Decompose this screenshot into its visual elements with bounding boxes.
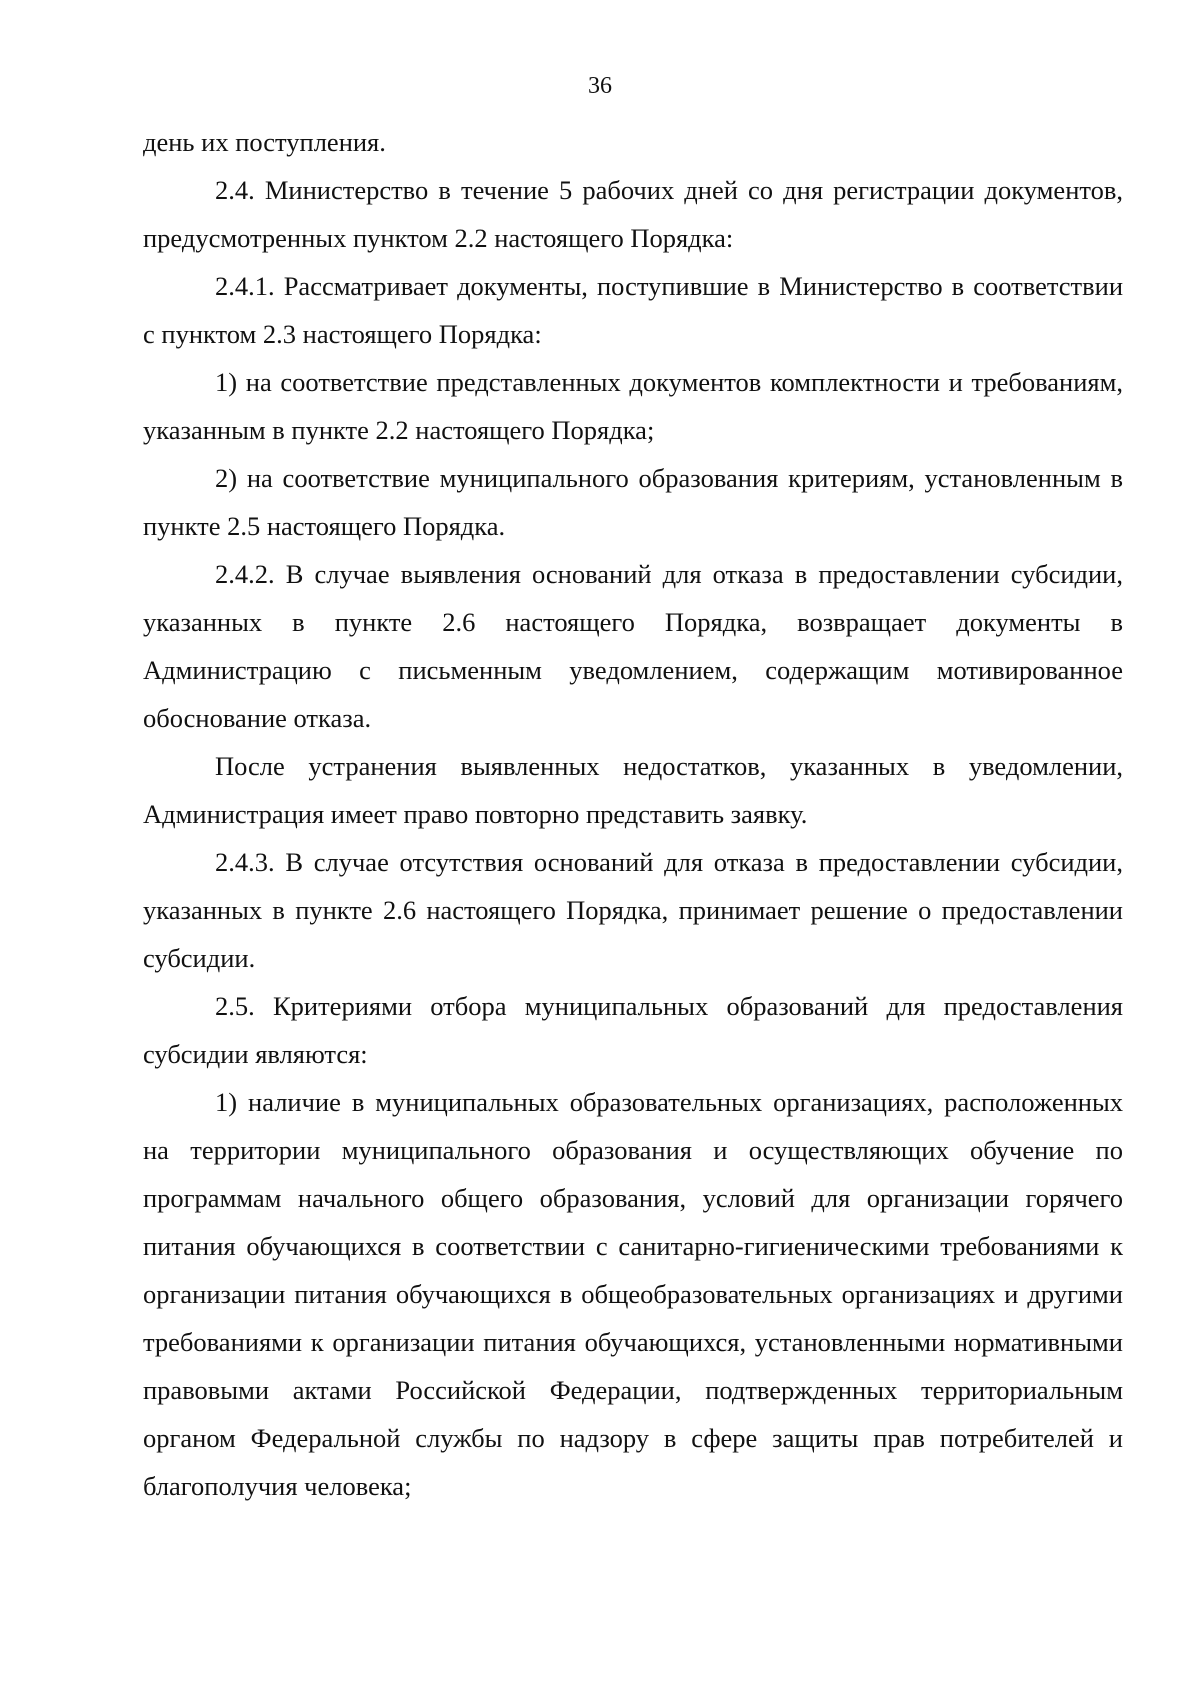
paragraph-resubmission: После устранения выявленных недостатков, указанных в уведомлении, Администрация имеет право повторно представить заявку. xyxy=(143,751,1123,829)
paragraph-2-4-1: 2.4.1. Рассматривает документы, поступившие в Министерство в соответствии с пунктом 2.3 настоящего Порядка: xyxy=(143,271,1123,349)
paragraph-2-4-1-item-1: 1) на соответствие представленных документов комплектности и требованиям, указанным в пункте 2.2 настоящего Порядка; xyxy=(143,367,1123,445)
paragraph-2-4-2: 2.4.2. В случае выявления оснований для отказа в предоставлении субсидии, указанных в пункте 2.6 настоящего Порядка, возвращает документы в Администрацию с письменным уведомлением, содержащим мотивированное обоснование отказа. xyxy=(143,559,1123,733)
paragraph-continuation: день их поступления. xyxy=(143,127,386,157)
paragraph-2-4: 2.4. Министерство в течение 5 рабочих дней со дня регистрации документов, предусмотренных пунктом 2.2 настоящего Порядка: xyxy=(143,175,1123,253)
paragraph-2-5-item-1: 1) наличие в муниципальных образовательных организациях, расположенных на территории муниципального образования и осуществляющих обучение по программам начального общего образования, условий для организации горячего питания обучающихся в соответствии с санитарно-гигиеническими требованиями к организации питания обучающихся в общеобразовательных организациях и другими требованиями к организации питания обучающихся, установленными нормативными правовыми актами Российской Федерации, подтвержденных территориальным органом Федеральной службы по надзору в сфере защиты прав потребителей и благополучия человека; xyxy=(143,1087,1123,1501)
paragraph-2-4-3: 2.4.3. В случае отсутствия оснований для отказа в предоставлении субсидии, указанных в пункте 2.6 настоящего Порядка, принимает решение о предоставлении субсидии. xyxy=(143,847,1123,973)
document-body xyxy=(143,118,1123,1510)
paragraph-2-5: 2.5. Критериями отбора муниципальных образований для предоставления субсидии являются: xyxy=(143,991,1123,1069)
page-number: 36 xyxy=(588,73,612,99)
paragraph-2-4-1-item-2: 2) на соответствие муниципального образования критериям, установленным в пункте 2.5 настоящего Порядка. xyxy=(143,463,1123,541)
